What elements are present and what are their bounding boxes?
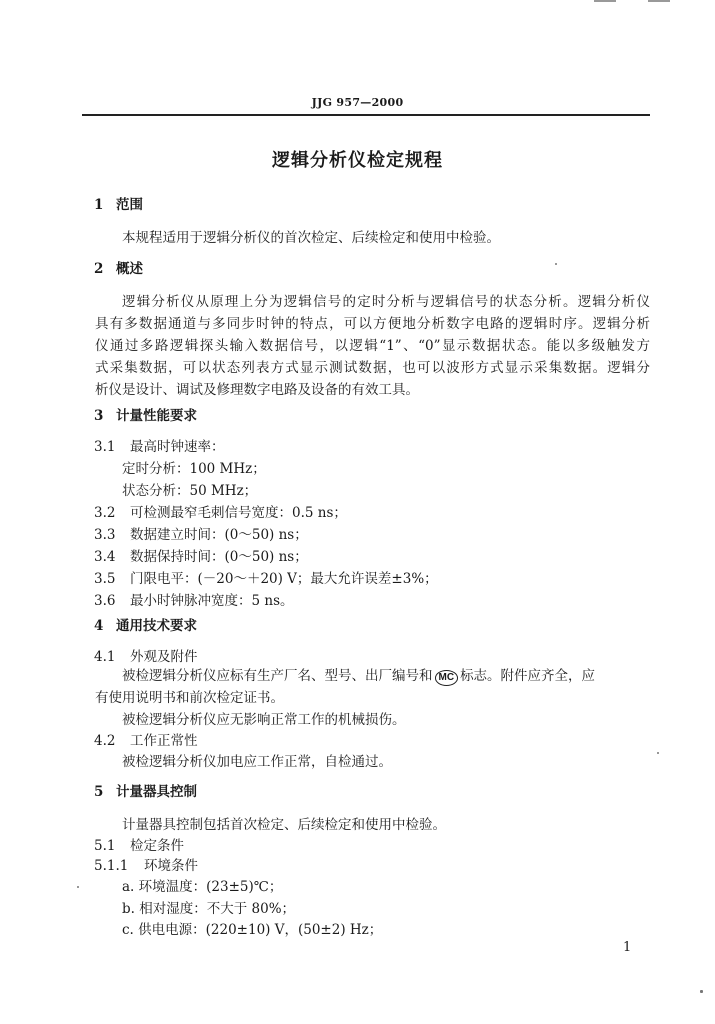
- header-rule: [82, 114, 650, 116]
- spec-item: [94, 547, 308, 567]
- subsection-heading: [94, 647, 198, 667]
- item-number: 4.2: [94, 733, 116, 749]
- item-title: 环境条件: [144, 858, 198, 874]
- appearance-line: [122, 666, 595, 686]
- appearance-line: 被检逻辑分析仪应无影响正常工作的机械损伤。: [122, 712, 406, 728]
- section-number: 1: [94, 197, 104, 213]
- item-text: 数据保持时间：(0～50) ns；: [130, 549, 308, 565]
- item-title: 检定条件: [130, 838, 184, 854]
- subsection-heading: [94, 856, 198, 876]
- item-title: 外观及附件: [130, 649, 198, 665]
- scan-speck: [700, 990, 703, 993]
- section-4-heading: [94, 616, 197, 636]
- section-title: 概述: [116, 261, 143, 277]
- overview-line: 析仪是设计、调试及修理数字电路及设备的有效工具。: [95, 382, 419, 398]
- section-1-heading: [94, 195, 143, 215]
- appearance-line: 有使用说明书和前次检定证书。: [95, 690, 284, 706]
- section-number: 4: [94, 618, 104, 634]
- condition-item: b. 相对湿度：不大于 80%；: [122, 901, 296, 917]
- overview-line: 具有多数据通道与多同步时钟的特点，可以方便地分析数字电路的逻辑时序。逻辑分析: [95, 316, 650, 332]
- item-number: 3.3: [94, 527, 116, 543]
- standard-code: JJG 957—2000: [311, 96, 404, 109]
- spec-subitem: 定时分析：100 MHz；: [122, 461, 266, 477]
- text-fragment: 被检逻辑分析仪应标有生产厂名、型号、出厂编号和: [122, 668, 433, 684]
- mc-certification-mark: MC: [435, 670, 459, 686]
- scan-speck: [657, 752, 659, 754]
- spec-item: [94, 569, 438, 589]
- spec-item: [94, 503, 347, 523]
- item-number: 3.5: [94, 571, 116, 587]
- section-2-heading: [94, 259, 143, 279]
- item-text: 可检测最窄毛刺信号宽度：0.5 ns；: [130, 505, 347, 521]
- section-3-heading: [94, 406, 197, 426]
- section-title: 通用技术要求: [116, 618, 197, 634]
- condition-item: c. 供电电源：(220±10) V，(50±2) Hz；: [122, 922, 383, 938]
- scan-mark: [594, 0, 616, 2]
- working-line: 被检逻辑分析仪加电应工作正常，自检通过。: [122, 754, 392, 770]
- item-text: 数据建立时间：(0～50) ns；: [130, 527, 308, 543]
- item-number: 4.1: [94, 649, 116, 665]
- item-number: 3.2: [94, 505, 116, 521]
- item-text: 最高时钟速率：: [130, 439, 225, 455]
- spec-item: [94, 525, 308, 545]
- text-fragment: 标志。附件应齐全，应: [460, 668, 596, 684]
- item-number: 5.1: [94, 838, 116, 854]
- document-title: 逻辑分析仪检定规程: [272, 150, 443, 171]
- overview-line: 逻辑分析仪从原理上分为逻辑信号的定时分析与逻辑信号的状态分析。逻辑分析仪: [122, 294, 650, 310]
- overview-line: 仪通过多路逻辑探头输入数据信号，以逻辑“1”、“0”显示数据状态。能以多级触发方: [95, 338, 650, 354]
- section-title: 计量器具控制: [116, 784, 197, 800]
- spec-subitem: 状态分析：50 MHz；: [122, 483, 258, 499]
- item-text: 门限电平：(－20～＋20) V；最大允许误差±3%；: [130, 571, 438, 587]
- section-number: 2: [94, 261, 104, 277]
- item-text: 最小时钟脉冲宽度：5 ns。: [130, 593, 294, 609]
- section-number: 5: [94, 784, 104, 800]
- section-title: 计量性能要求: [116, 408, 197, 424]
- scan-speck: [555, 263, 557, 265]
- section-number: 3: [94, 408, 104, 424]
- spec-item: [94, 591, 294, 611]
- page-number: 1: [623, 940, 632, 955]
- scan-speck: [77, 886, 79, 888]
- section-1-text: 本规程适用于逻辑分析仪的首次检定、后续检定和使用中检验。: [122, 230, 500, 246]
- section-title: 范围: [116, 197, 143, 213]
- item-number: 3.1: [94, 439, 116, 455]
- condition-item: a. 环境温度：(23±5)℃；: [122, 879, 283, 895]
- item-number: 5.1.1: [94, 858, 129, 874]
- item-title: 工作正常性: [130, 733, 198, 749]
- spec-item: [94, 437, 225, 457]
- item-number: 3.6: [94, 593, 116, 609]
- overview-line: 式采集数据，可以状态列表方式显示测试数据，也可以波形方式显示采集数据。逻辑分: [95, 360, 650, 376]
- scan-mark: [648, 0, 670, 2]
- item-number: 3.4: [94, 549, 116, 565]
- subsection-heading: [94, 731, 198, 751]
- control-line: 计量器具控制包括首次检定、后续检定和使用中检验。: [122, 817, 446, 833]
- subsection-heading: [94, 836, 184, 856]
- section-5-heading: [94, 782, 197, 802]
